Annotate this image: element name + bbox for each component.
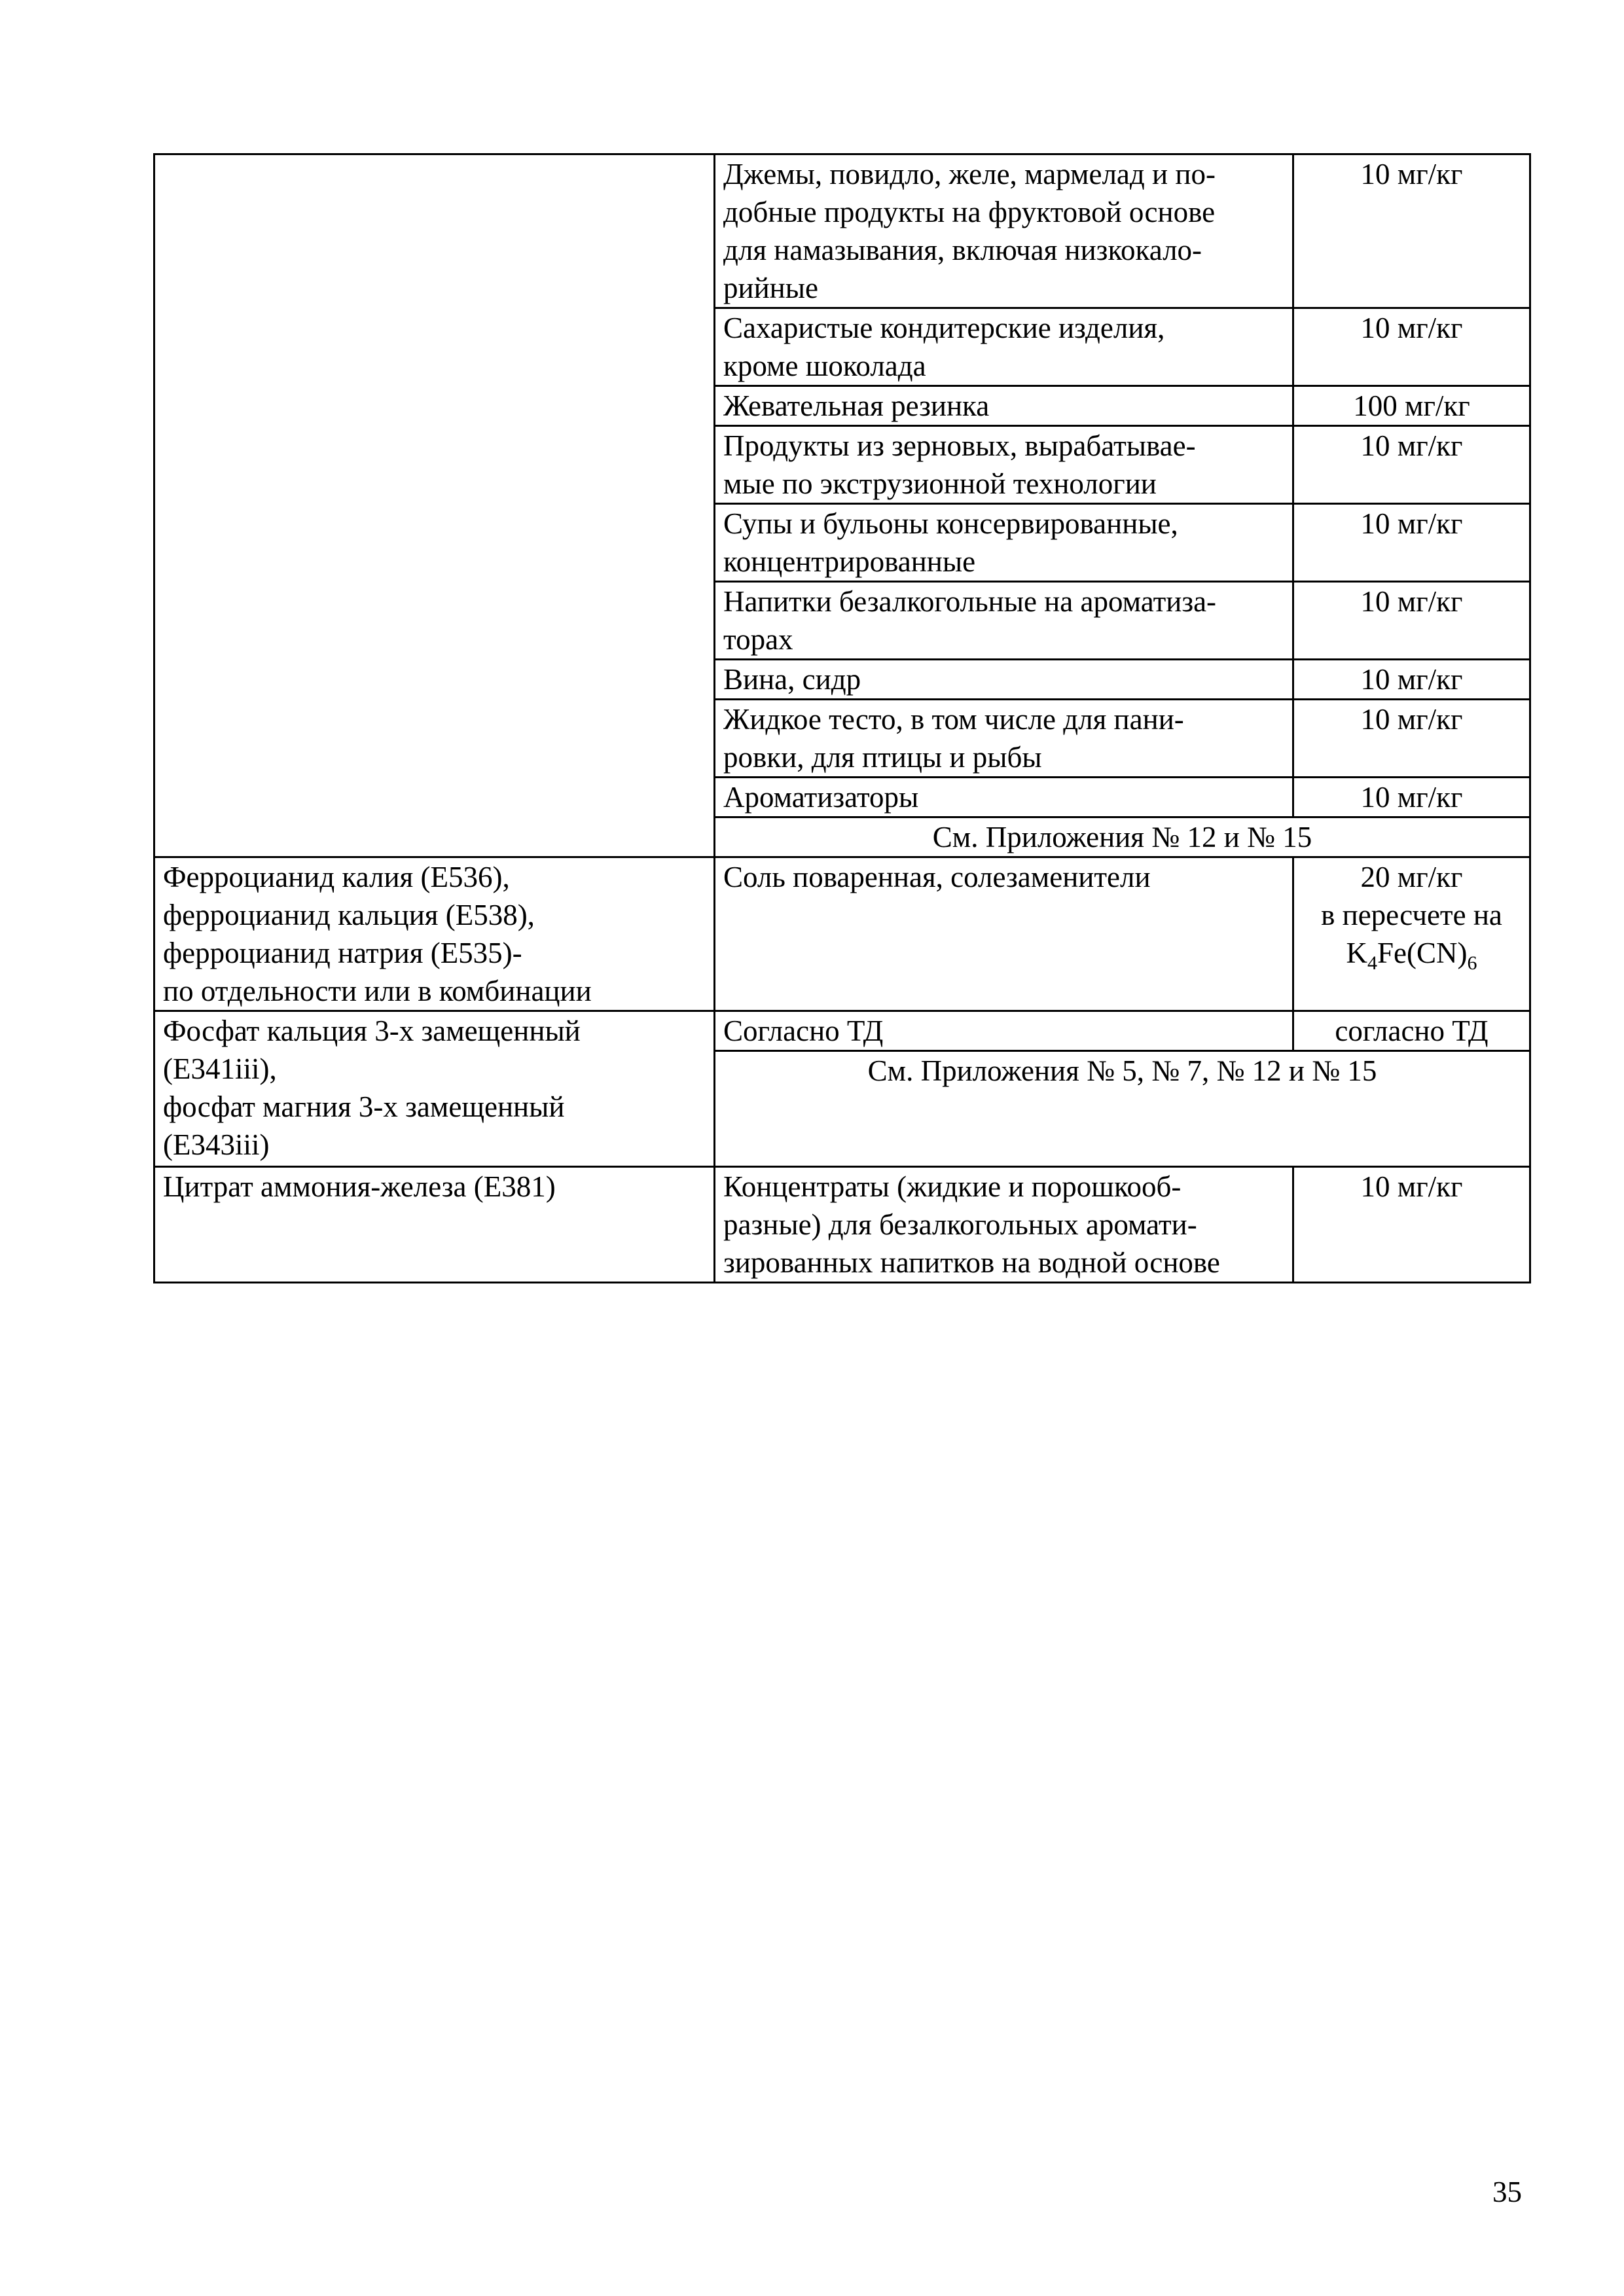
product-cell <box>715 386 1293 426</box>
product-cell <box>715 660 1293 700</box>
product-line: рийные <box>723 272 818 304</box>
appendix-note: См. Приложения № 5, № 7, № 12 и № 15 <box>715 1051 1530 1167</box>
table-row <box>154 857 1530 1011</box>
additive-line: по отдельности или в комбинации <box>163 975 592 1007</box>
additive-cell-empty <box>154 154 715 857</box>
appendix-note: См. Приложения № 12 и № 15 <box>715 817 1530 857</box>
additive-line: (Е341iii), <box>163 1052 277 1085</box>
amount-cell: 10 мг/кг <box>1293 154 1530 308</box>
additive-cell <box>154 1011 715 1167</box>
formula-part: K <box>1346 937 1367 969</box>
table-row <box>154 154 1530 308</box>
amount-cell: 10 мг/кг <box>1293 582 1530 660</box>
product-cell <box>715 1167 1293 1283</box>
additive-line: Фосфат кальция 3-х замещенный <box>163 1014 581 1047</box>
product-line: мые по экструзионной технологии <box>723 467 1157 500</box>
amount-cell: 10 мг/кг <box>1293 660 1530 700</box>
product-line: Джемы, повидло, желе, мармелад и по- <box>723 158 1216 190</box>
product-cell: Соль поваренная, солезаменители <box>715 857 1293 1011</box>
amount-cell: 10 мг/кг <box>1293 778 1530 817</box>
product-line: кроме шоколада <box>723 350 926 382</box>
formula-part: Fe(CN) <box>1377 937 1468 969</box>
amount-cell: согласно ТД <box>1293 1011 1530 1051</box>
product-line: торах <box>723 623 793 656</box>
product-cell <box>715 582 1293 660</box>
additive-line: Ферроцианид калия (Е536), <box>163 861 510 893</box>
product-line: концентрированные <box>723 545 976 578</box>
product-line: ровки, для птицы и рыбы <box>723 741 1042 774</box>
product-line: Ароматизаторы <box>723 781 919 814</box>
additives-table <box>153 153 1531 1283</box>
additive-line: фосфат магния 3-х замещенный <box>163 1090 565 1123</box>
page-number: 35 <box>1492 2176 1522 2208</box>
additive-line: ферроцианид кальция (Е538), <box>163 899 535 931</box>
product-line: Жевательная резинка <box>723 389 990 422</box>
product-cell <box>715 426 1293 504</box>
product-line: Жидкое тесто, в том числе для пани- <box>723 703 1184 736</box>
product-cell <box>715 308 1293 386</box>
additive-cell <box>154 857 715 1011</box>
amount-cell <box>1293 857 1530 1011</box>
formula-subscript: 6 <box>1467 952 1477 974</box>
chemical-formula <box>1298 934 1525 972</box>
amount-cell: 10 мг/кг <box>1293 700 1530 778</box>
product-line: Напитки безалкогольные на ароматиза- <box>723 585 1217 618</box>
amount-line: 20 мг/кг <box>1360 861 1463 893</box>
product-cell <box>715 700 1293 778</box>
amount-line: в пересчете на <box>1321 899 1502 931</box>
product-line: для намазывания, включая низкокало- <box>723 234 1202 266</box>
product-cell: Согласно ТД <box>715 1011 1293 1051</box>
product-cell <box>715 154 1293 308</box>
product-line: разные) для безалкогольных аромати- <box>723 1208 1197 1241</box>
amount-cell: 10 мг/кг <box>1293 1167 1530 1283</box>
product-line: Вина, сидр <box>723 663 861 696</box>
formula-subscript: 4 <box>1367 952 1377 974</box>
product-cell <box>715 778 1293 817</box>
product-line: Супы и бульоны консервированные, <box>723 507 1178 540</box>
amount-cell: 10 мг/кг <box>1293 308 1530 386</box>
product-cell <box>715 504 1293 582</box>
table-row <box>154 1167 1530 1283</box>
additive-line: (Е343iii) <box>163 1128 270 1161</box>
amount-cell: 100 мг/кг <box>1293 386 1530 426</box>
table-row <box>154 1011 1530 1051</box>
additive-cell: Цитрат аммония-железа (Е381) <box>154 1167 715 1283</box>
product-line: Сахаристые кондитерские изделия, <box>723 312 1165 344</box>
additive-line: ферроцианид натрия (Е535)- <box>163 937 522 969</box>
product-line: Продукты из зерновых, вырабатывае- <box>723 429 1196 462</box>
amount-cell: 10 мг/кг <box>1293 504 1530 582</box>
product-line: добные продукты на фруктовой основе <box>723 196 1216 228</box>
amount-cell: 10 мг/кг <box>1293 426 1530 504</box>
product-line: зированных напитков на водной основе <box>723 1246 1220 1279</box>
product-line: Концентраты (жидкие и порошкооб- <box>723 1170 1182 1203</box>
